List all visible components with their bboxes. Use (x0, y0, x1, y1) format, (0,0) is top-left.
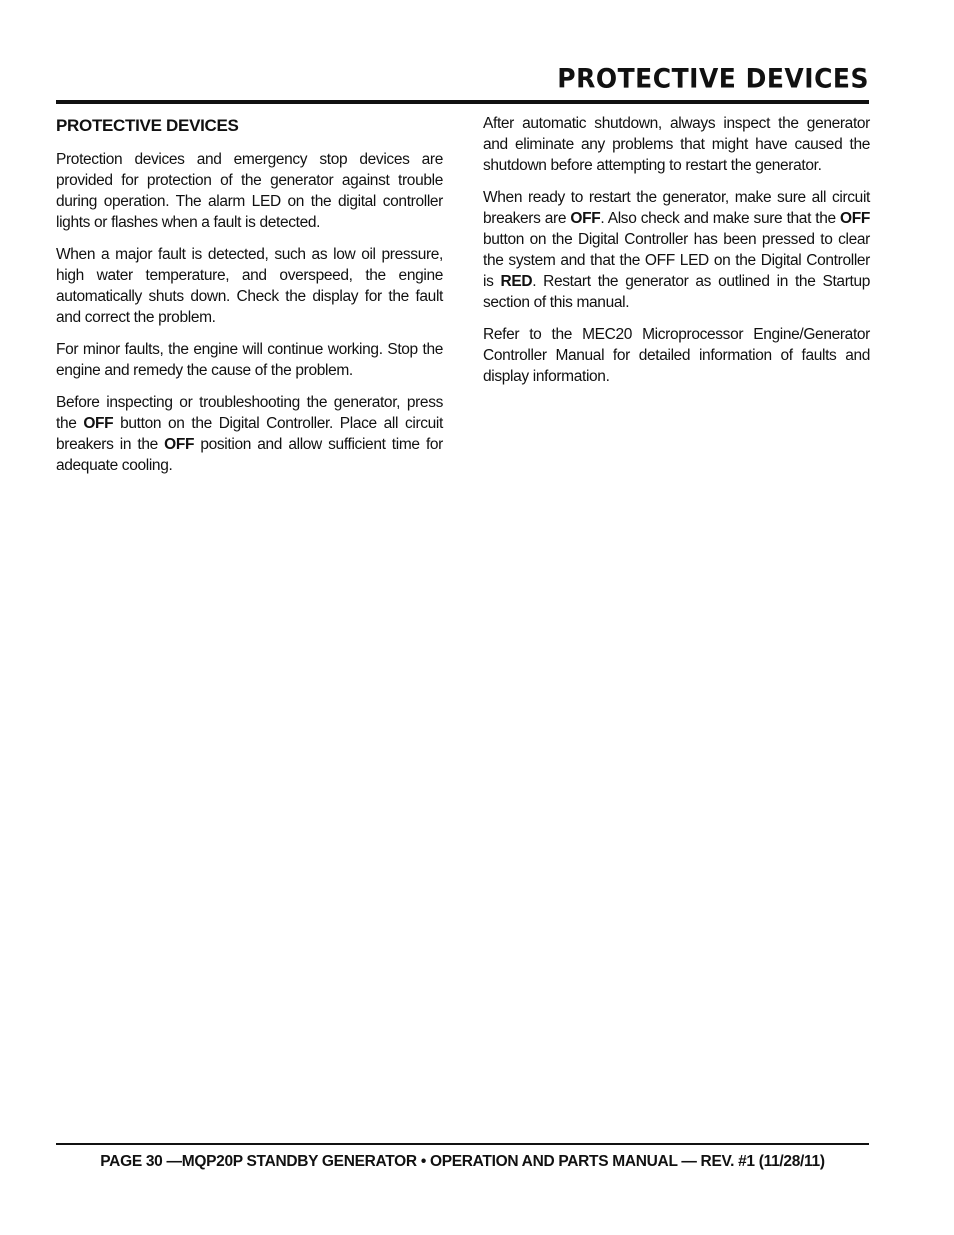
paragraph-before-inspecting (56, 392, 443, 476)
page-title: PROTECTIVE DEVICES (557, 63, 869, 94)
paragraph-protection-devices: Protection devices and emergency stop devices are provided for protection of the generator against trouble during operation. The alarm LED on the digital controller lights or flashes when a fault is detected. (56, 151, 443, 231)
text-run: . Restart the generator as outlined in the Startup section of this manual. (483, 273, 871, 311)
text-run: position and allow sufficient time for adequate cooling. (56, 436, 443, 474)
text-run: Before inspecting or troubleshooting the generator, press the (56, 394, 443, 432)
paragraph-restart (483, 187, 870, 313)
bold-off: OFF (83, 415, 114, 432)
text-run: When ready to restart the generator, make sure all circuit breakers are (483, 189, 870, 227)
bold-off: OFF (164, 436, 195, 453)
paragraph-minor-fault: For minor faults, the engine will continue working. Stop the engine and remedy the cause of the problem. (56, 341, 443, 379)
page-footer: PAGE 30 —MQP20P STANDBY GENERATOR • OPERATION AND PARTS MANUAL — REV. #1 (11/28/11) (100, 1153, 825, 1170)
text-run: button on the Digital Controller. Place all circuit breakers in the (56, 415, 443, 453)
text-run: . Also check and make sure that the (600, 210, 841, 227)
left-column (56, 113, 443, 487)
text-run: button on the Digital Controller has been pressed to clear the system and that the OFF LED on the Digital Controller is (483, 231, 870, 290)
footer-rule (56, 1143, 869, 1145)
paragraph-major-fault: When a major fault is detected, such as low oil pressure, high water temperature, and overspeed, the engine automatically shuts down. Check the display for the fault and correct the problem. (56, 246, 443, 326)
bold-off: OFF (840, 210, 870, 227)
paragraph-refer-manual: Refer to the MEC20 Microprocessor Engine/Generator Controller Manual for detailed information of faults and display information. (483, 326, 870, 385)
bold-off: OFF (570, 210, 601, 227)
bold-red: RED (500, 273, 533, 290)
paragraph-after-shutdown: After automatic shutdown, always inspect the generator and eliminate any problems that might have caused the shutdown before attempting to restart the generator. (483, 115, 870, 174)
header-rule (56, 100, 869, 104)
section-heading: PROTECTIVE DEVICES (56, 116, 239, 135)
right-column (483, 113, 870, 398)
